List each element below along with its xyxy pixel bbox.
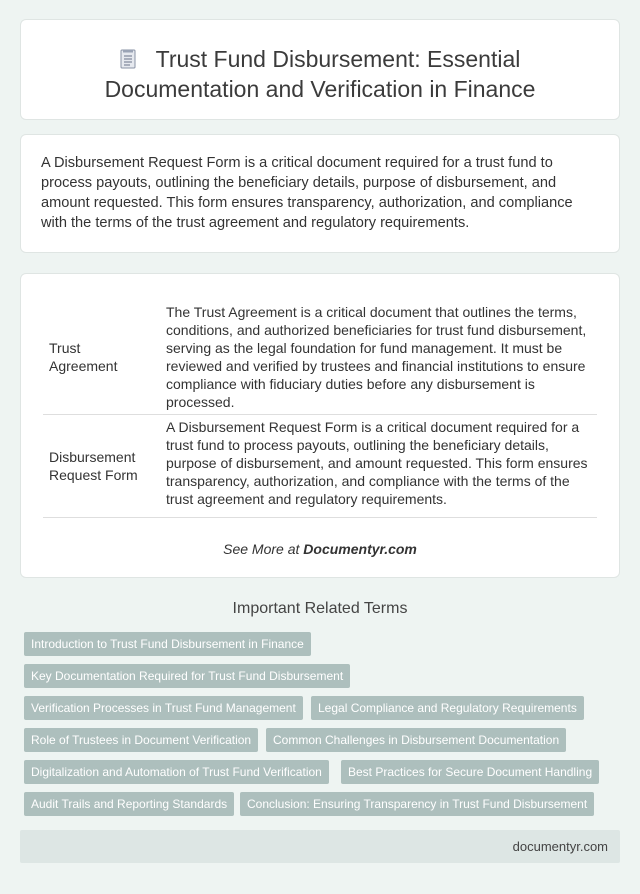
page-title [21,44,619,104]
title-card [20,19,620,120]
see-more-site[interactable]: Documentyr.com [303,541,417,557]
terms-table [43,300,597,518]
related-terms-heading: Important Related Terms [232,600,408,617]
related-term-tag[interactable]: Verification Processes in Trust Fund Management [24,696,303,720]
related-term-tag[interactable]: Audit Trails and Reporting Standards [24,792,234,816]
terms-table-card [20,273,620,578]
related-term-tag[interactable]: Conclusion: Ensuring Transparency in Trust Fund Disbursement [240,792,594,816]
term-description: The Trust Agreement is a critical document that outlines the terms, conditions, and authorized beneficiaries for trust fund disbursement, serving as the legal foundation for fund management. It must be reviewed and verified by trustees and financial institutions to ensure compliance with fiduciary duties before any disbursement is processed. [157,300,597,414]
footer [20,830,620,863]
related-term-tag[interactable]: Legal Compliance and Regulatory Requirements [311,696,584,720]
summary-text: A Disbursement Request Form is a critical document required for a trust fund to process payouts, outlining the beneficiary details, purpose of disbursement, and amount requested. This form ensures transparency, authorization, and compliance with the terms of the trust agreement and regulatory requirements. [41,155,573,231]
related-term-tag[interactable]: Key Documentation Required for Trust Fund Disbursement [24,664,350,688]
table-row [43,300,597,415]
term-label: Disbursement Request Form [49,449,138,483]
table-row [43,415,597,518]
term-description: A Disbursement Request Form is a critical document required for a trust fund to process payouts, outlining the beneficiary details, purpose of disbursement, and amount requested. This form ensures transparency, authorization, and compliance with the terms of the trust agreement and regulatory requirements. [157,415,597,517]
document-icon [120,49,136,69]
term-label: Trust Agreement [49,340,118,374]
related-term-tag[interactable]: Common Challenges in Disbursement Documentation [266,728,566,752]
related-term-tag[interactable]: Role of Trustees in Document Verification [24,728,258,752]
footer-site-link[interactable]: documentyr.com [512,839,608,854]
title-line-2: Documentation and Verification in Finance [104,76,536,102]
see-more-prefix: See More at [223,541,304,557]
related-term-tag[interactable]: Best Practices for Secure Document Handling [341,760,599,784]
related-term-tag[interactable]: Introduction to Trust Fund Disbursement in Finance [24,632,311,656]
summary-card [20,134,620,253]
title-line-1: Trust Fund Disbursement: Essential [155,46,521,72]
see-more-link[interactable] [21,541,619,557]
related-term-tag[interactable]: Digitalization and Automation of Trust Fund Verification [24,760,329,784]
